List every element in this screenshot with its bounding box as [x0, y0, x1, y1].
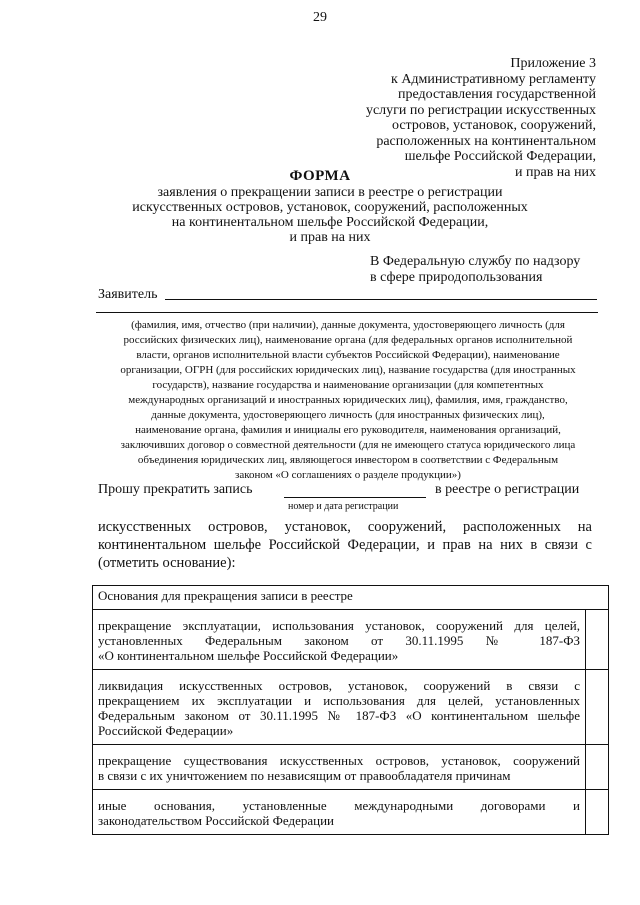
form-title: ФОРМА	[289, 168, 351, 184]
note-line: государств), название государства и наименование организации (для компетентных	[152, 379, 544, 391]
table-header-row	[93, 586, 609, 610]
appendix-line: и прав на них	[515, 164, 596, 180]
reason-line: в связи с их уничтожением по независящим от правообладателя причинам	[98, 768, 511, 783]
request-body-line: (отметить основание):	[98, 555, 236, 571]
request-left-text: Прошу прекратить запись	[98, 482, 253, 497]
reason-line: Российской Федерации»	[98, 723, 234, 738]
reason-line: прекращение эксплуатации, использования установок, сооружений для целей,	[98, 618, 580, 633]
table-row	[93, 670, 609, 745]
note-line: данные документа, удостоверяющего личность (для иностранных физических лиц),	[151, 409, 545, 421]
note-line: заключивших договор о совместной деятельности (для не имеющего статуса юридического лица	[120, 439, 576, 451]
reason-checkbox[interactable]	[586, 610, 609, 670]
reasons-table	[92, 585, 609, 835]
subtitle-line: на континентальном шельфе Российской Федерации,	[171, 215, 489, 230]
note-line: законом «О соглашениях о разделе продукции»)	[235, 469, 461, 481]
reason-line: «О континентальном шельфе Российской Федерации»	[98, 648, 399, 663]
recipient-block	[370, 254, 610, 286]
reason-line: прекращением их эксплуатации и использования для целей, установленных	[98, 693, 580, 708]
table-row	[93, 790, 609, 835]
reason-text	[93, 610, 586, 670]
reason-line: установленных Федеральным законом от 30.11.1995 № 187-ФЗ	[98, 633, 580, 648]
reason-line: иные основания, установленные международными договорами и	[98, 798, 580, 813]
appendix-line: Приложение 3	[510, 56, 596, 71]
reason-line: ликвидация искусственных островов, установок, сооружений в связи с	[98, 678, 580, 693]
applicant-input-line[interactable]	[165, 299, 597, 300]
note-line: организации, ОГРН (для российских юридических лиц), название государства (для иностранных	[120, 364, 576, 376]
table-header: Основания для прекращения записи в реестре	[93, 586, 609, 610]
table-row	[93, 610, 609, 670]
applicant-note	[88, 318, 608, 483]
recipient-line: в сфере природопользования	[370, 270, 543, 285]
registration-number-field[interactable]	[284, 497, 426, 498]
subtitle-line: искусственных островов, установок, сооружений, расположенных	[132, 200, 528, 215]
reason-line: прекращение существования искусственных островов, установок, сооружений	[98, 753, 580, 768]
subtitle-line: и прав на них	[289, 230, 371, 245]
table-row	[93, 745, 609, 790]
note-line: наименование органа, фамилия и инициалы его руководителя, наименования организаций,	[135, 424, 561, 436]
reason-checkbox[interactable]	[586, 790, 609, 835]
subtitle-line: заявления о прекращении записи в реестре о регистрации	[157, 185, 503, 200]
form-subtitle	[60, 185, 600, 245]
appendix-line: расположенных на континентальном	[376, 133, 596, 149]
reason-text	[93, 670, 586, 745]
request-body-line: искусственных островов, установок, сооружений, расположенных на	[98, 519, 592, 535]
page-number: 29	[313, 10, 327, 25]
note-line: (фамилия, имя, отчество (при наличии), данные документа, удостоверяющего личность (для	[131, 319, 565, 331]
registration-number-caption: номер и дата регистрации	[288, 501, 399, 512]
appendix-line: к Административному регламенту	[391, 71, 596, 87]
request-body	[98, 518, 592, 572]
request-body-line: континентальном шельфе Российской Федерации, и прав на них в связи с	[98, 537, 592, 553]
reason-text	[93, 745, 586, 790]
reason-text	[93, 790, 586, 835]
reason-line: законодательством Российской Федерации	[98, 813, 334, 828]
reason-checkbox[interactable]	[586, 670, 609, 745]
applicant-label: Заявитель	[98, 287, 158, 302]
appendix-line: шельфе Российской Федерации,	[404, 149, 596, 164]
applicant-input-line-2[interactable]	[96, 312, 598, 313]
recipient-line: В Федеральную службу по надзору	[370, 254, 581, 269]
reason-checkbox[interactable]	[586, 745, 609, 790]
reason-line: Федеральным законом от 30.11.1995 № 187-ФЗ «О континентальном шельфе	[98, 708, 580, 723]
appendix-line: островов, установок, сооружений,	[391, 118, 596, 133]
appendix-line: предоставления государственной	[397, 87, 596, 102]
appendix-block	[296, 56, 596, 180]
note-line: объединения юридических лиц, являющегося инвестором в соответствии с Федеральным	[137, 454, 559, 466]
note-line: власти, органов исполнительной власти субъектов Российской Федерации), наименование	[136, 349, 560, 361]
appendix-line: услуги по регистрации искусственных	[365, 102, 596, 118]
note-line: российских физических лиц), наименование органа (для федеральных органов исполнительной	[123, 334, 573, 346]
request-right-text: в реестре о регистрации	[435, 482, 580, 497]
note-line: международных организаций и иностранных юридических лиц), фамилия, имя, гражданство,	[128, 394, 568, 406]
